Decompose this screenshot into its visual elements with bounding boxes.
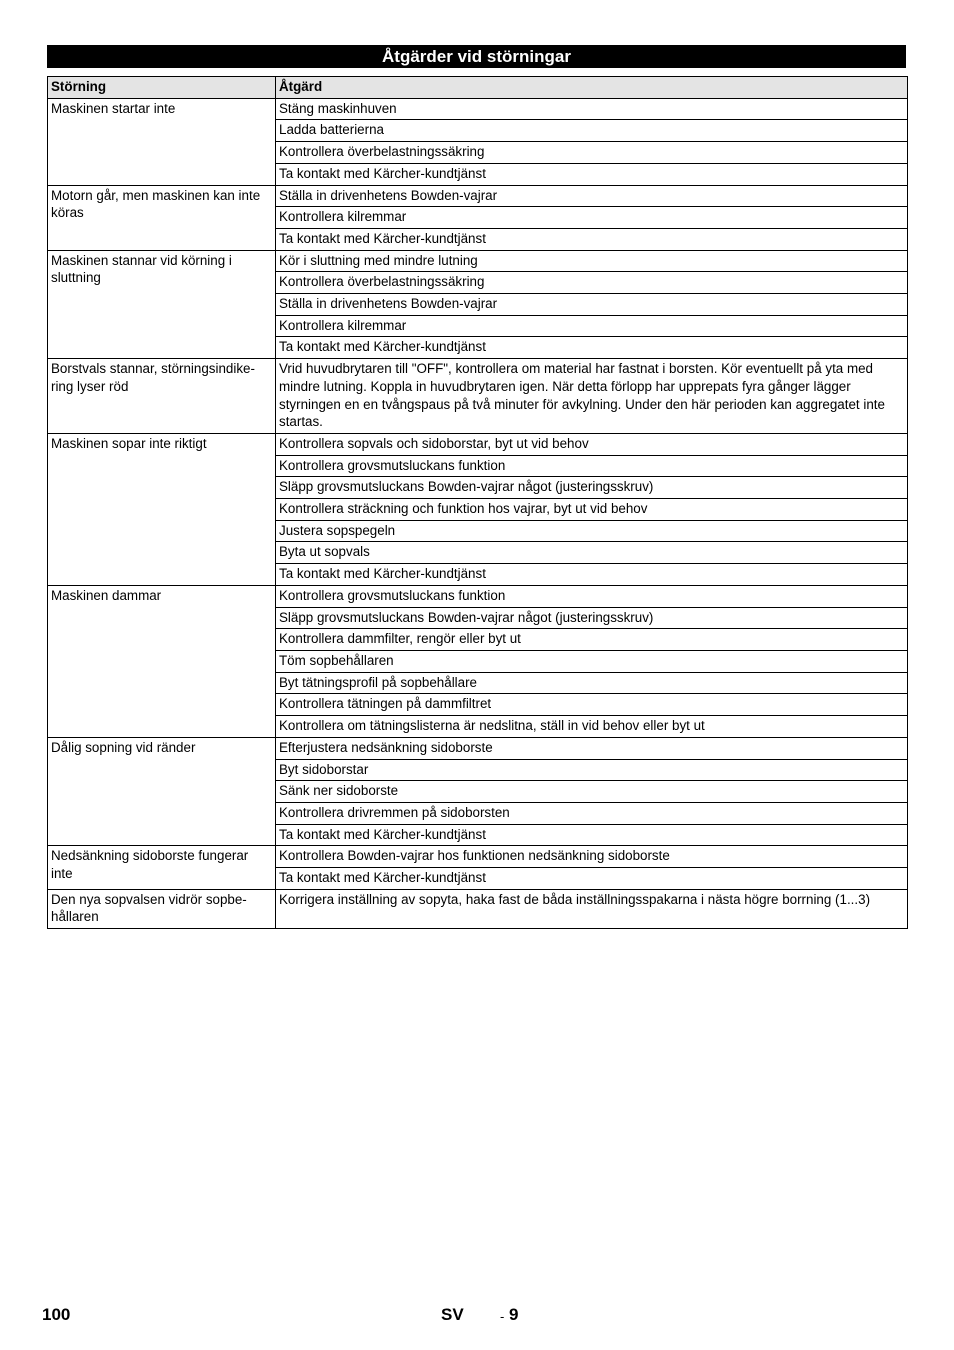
table-row [48,846,908,868]
table-row [48,359,908,434]
fault-cell: Dålig sopning vid ränder [48,737,276,846]
table-row [48,585,908,607]
remedy-cell: Byta ut sopvals [276,542,908,564]
fault-cell: Maskinen sopar inte riktigt [48,433,276,585]
remedy-cell: Byt tätningsprofil på sopbehållare [276,672,908,694]
section-page-number: 9 [509,1305,519,1324]
fault-cell: Nedsänkning sidoborste fungerar inte [48,846,276,889]
remedy-cell: Sänk ner sidoborste [276,781,908,803]
remedy-cell: Kontrollera tätningen på dammfiltret [276,694,908,716]
table-row [48,185,908,207]
remedy-cell: Kontrollera sträckning och funktion hos vajrar, byt ut vid behov [276,499,908,521]
remedy-cell: Efterjustera nedsänkning sidoborste [276,737,908,759]
table-row [48,98,908,120]
fault-cell: Motorn går, men maskinen kan inte köras [48,185,276,250]
remedy-cell: Kontrollera drivremmen på sidoborsten [276,802,908,824]
table-row [48,889,908,928]
remedy-cell: Vrid huvudbrytaren till "OFF", kontrollera om material har fastnat i borsten. Kör eventuellt på yta med mindre lutning. Koppla in huvudbrytaren igen. När detta förlopp har upprepats fyra gånger lägger styrningen en en tvångspaus på två minuter för avkylning. Under den här perioden kan aggregatet inte startas. [276,359,908,434]
table-body [48,98,908,928]
remedy-cell: Kontrollera grovsmutsluckans funktion [276,455,908,477]
remedy-cell: Korrigera inställning av sopyta, haka fast de båda inställningsspakarna i nästa högre borrning (1...3) [276,889,908,928]
remedy-cell: Kontrollera kilremmar [276,207,908,229]
fault-cell: Borstvals stannar, störningsindike-ring lyser röd [48,359,276,434]
remedy-cell: Stäng maskinhuven [276,98,908,120]
page-number: 100 [42,1305,71,1324]
troubleshooting-table [47,76,908,929]
table-row [48,433,908,455]
remedy-cell: Ta kontakt med Kärcher-kundtjänst [276,824,908,846]
fault-cell: Maskinen startar inte [48,98,276,185]
header-remedy: Åtgärd [276,77,908,99]
remedy-cell: Kontrollera överbelastningssäkring [276,272,908,294]
remedy-cell: Ställa in drivenhetens Bowden-vajrar [276,185,908,207]
remedy-cell: Kontrollera om tätningslisterna är nedslitna, ställ in vid behov eller byt ut [276,716,908,738]
table-header-row [48,77,908,99]
remedy-cell: Ta kontakt med Kärcher-kundtjänst [276,337,908,359]
header-fault: Störning [48,77,276,99]
remedy-cell: Kontrollera Bowden-vajrar hos funktionen nedsänkning sidoborste [276,846,908,868]
remedy-cell: Töm sopbehållaren [276,650,908,672]
page-title: Åtgärder vid störningar [47,45,906,68]
remedy-cell: Byt sidoborstar [276,759,908,781]
remedy-cell: Släpp grovsmutsluckans Bowden-vajrar något (justeringsskruv) [276,607,908,629]
remedy-cell: Kontrollera grovsmutsluckans funktion [276,585,908,607]
remedy-cell: Kontrollera kilremmar [276,315,908,337]
remedy-cell: Ställa in drivenhetens Bowden-vajrar [276,294,908,316]
remedy-cell: Justera sopspegeln [276,520,908,542]
remedy-cell: Släpp grovsmutsluckans Bowden-vajrar något (justeringsskruv) [276,477,908,499]
remedy-cell: Ladda batterierna [276,120,908,142]
language-code: SV [441,1305,464,1324]
remedy-cell: Kontrollera dammfilter, rengör eller byt ut [276,629,908,651]
remedy-cell: Kör i sluttning med mindre lutning [276,250,908,272]
remedy-cell: Kontrollera sopvals och sidoborstar, byt ut vid behov [276,433,908,455]
remedy-cell: Ta kontakt med Kärcher-kundtjänst [276,868,908,890]
remedy-cell: Ta kontakt med Kärcher-kundtjänst [276,228,908,250]
table-row [48,250,908,272]
footer-separator: - [500,1309,505,1324]
remedy-cell: Kontrollera överbelastningssäkring [276,142,908,164]
remedy-cell: Ta kontakt med Kärcher-kundtjänst [276,163,908,185]
fault-cell: Maskinen dammar [48,585,276,737]
remedy-cell: Ta kontakt med Kärcher-kundtjänst [276,564,908,586]
table-row [48,737,908,759]
fault-cell: Maskinen stannar vid körning i sluttning [48,250,276,359]
fault-cell: Den nya sopvalsen vidrör sopbe-hållaren [48,889,276,928]
